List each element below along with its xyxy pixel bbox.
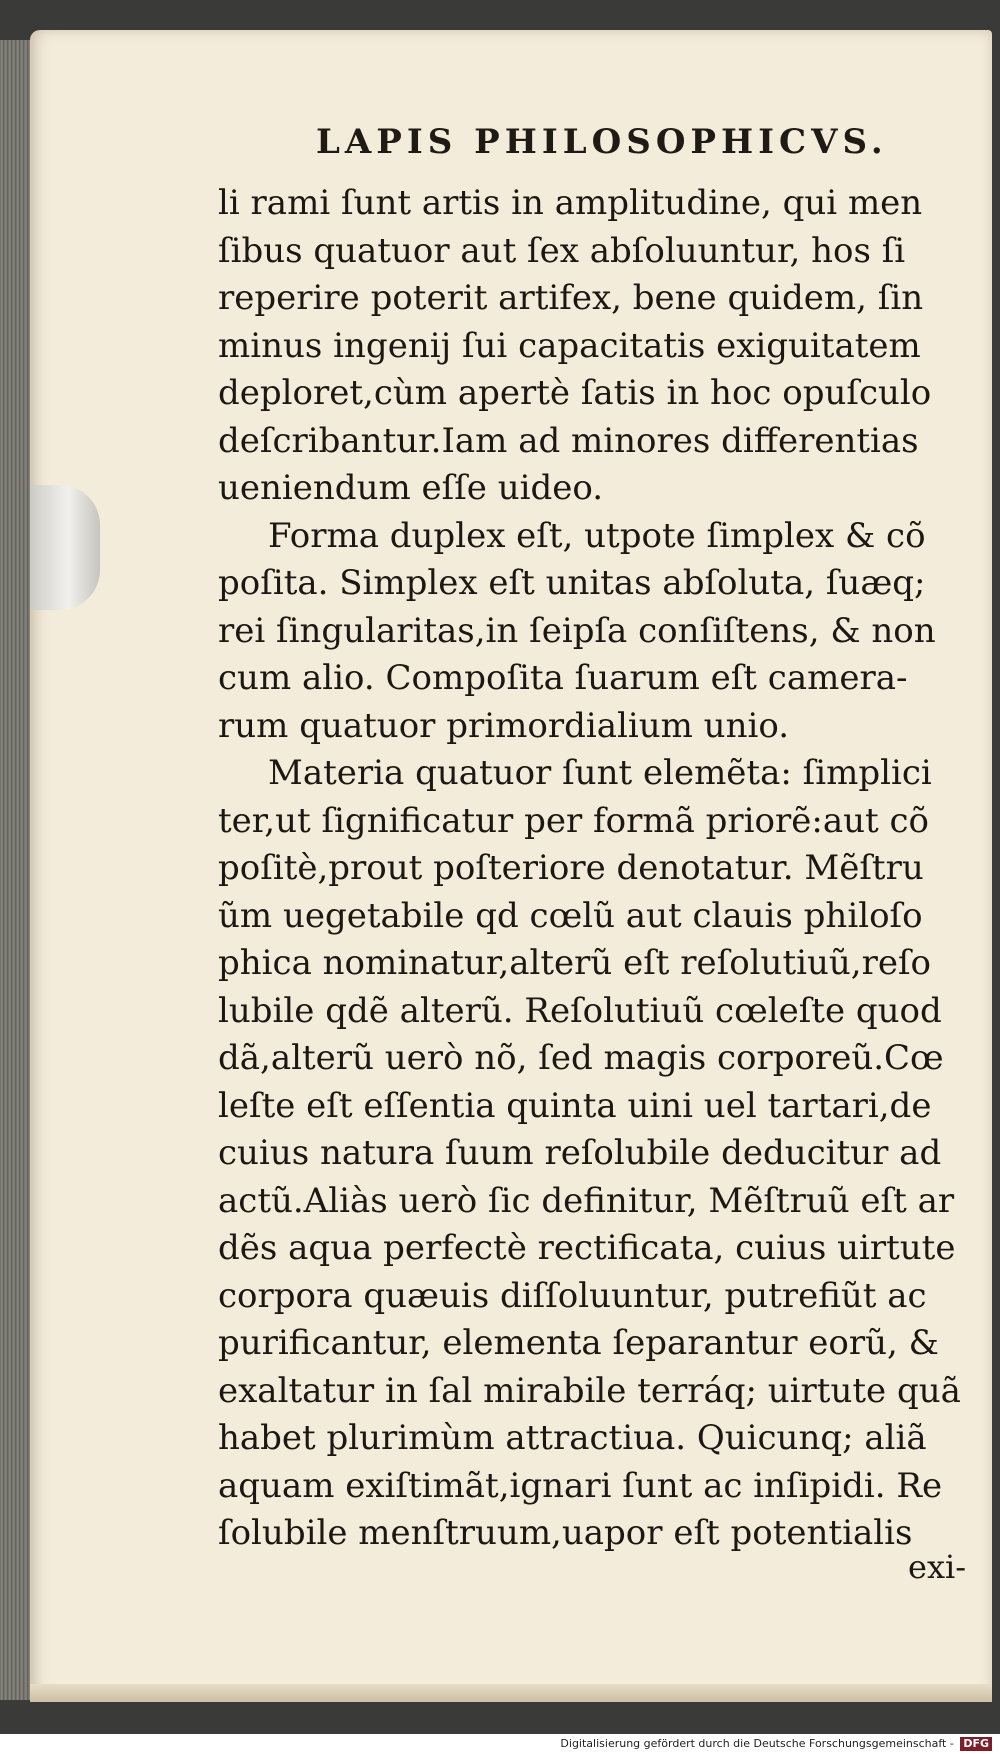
text-line: poſitè,prout poſteriore denotatur. Mẽſtru xyxy=(218,848,924,888)
text-line: dã,alterũ uerò nõ, ſed magis corporeũ.Cœ xyxy=(218,1038,944,1078)
text-line: Materia quatuor ſunt elemẽta: ſimplici xyxy=(268,753,932,793)
text-line: li rami ſunt artis in amplitudine, qui men xyxy=(218,183,923,223)
text-line: cuius natura ſuum reſolubile deducitur ad xyxy=(218,1133,942,1173)
text-block xyxy=(218,180,978,1558)
text-line: cum alio. Compoſita ſuarum eſt camera- xyxy=(218,658,908,698)
text-line: leſte eſt eſſentia quinta uini uel tartari,de xyxy=(218,1085,932,1126)
text-line: ueniendum eſſe uideo. xyxy=(218,468,604,508)
text-line: reperire poterit artifex, bene quidem, ſin xyxy=(218,278,924,318)
digitization-footer xyxy=(0,1734,1000,1754)
text-line: Forma duplex eſt, utpote ſimplex & cõ xyxy=(268,515,926,556)
footer-text: Digitalisierung gefördert durch die Deutsche Forschungsgemeinschaft - xyxy=(560,1737,954,1750)
text-line: ſibus quatuor aut ſex abſoluuntur, hos ſi xyxy=(218,230,906,271)
text-line: ter,ut ſignificatur per formã priorẽ:aut cõ xyxy=(218,800,929,841)
text-line: rum quatuor primordialium unio. xyxy=(218,705,790,746)
text-line: minus ingenij ſui capacitatis exiguitatem xyxy=(218,325,921,366)
text-line: phica nominatur,alterũ eſt reſolutiuũ,reſo xyxy=(218,943,932,983)
text-line: ũm uegetabile qd cœlũ aut clauis philoſo xyxy=(218,895,923,936)
running-head: LAPIS PHILOSOPHICVS. xyxy=(316,122,888,162)
page-clip xyxy=(30,485,100,610)
text-line: deſcribantur.Iam ad minores differentias xyxy=(218,420,919,461)
text-line: dẽs aqua perfectè rectificata, cuius uirtute xyxy=(218,1228,956,1268)
text-line: poſita. Simplex eſt unitas abſoluta, ſuæq; xyxy=(218,563,926,603)
text-line: corpora quæuis diſſoluuntur, putrefiũt ac xyxy=(218,1275,927,1316)
text-line: habet plurimùm attractiua. Quicunq; aliã xyxy=(218,1418,927,1458)
text-line: deploret,cùm apertè ſatis in hoc opuſculo xyxy=(218,373,932,413)
text-line: rei ſingularitas,in ſeipſa conſiſtens, & non xyxy=(218,610,936,651)
text-line: ſolubile menſtruum,uapor eſt potentialis xyxy=(218,1513,913,1553)
dfg-logo: DFG xyxy=(960,1737,992,1751)
catchword: exi- xyxy=(908,1548,967,1586)
text-line: lubile qdẽ alterũ. Reſolutiuũ cœleſte quod xyxy=(218,990,942,1031)
text-line: purificantur, elementa ſeparantur eorũ, & xyxy=(218,1323,939,1363)
text-line: actũ.Aliàs uerò ſic definitur, Mẽſtruũ eſt ar xyxy=(218,1180,955,1221)
text-line: aquam exiſtimãt,ignari ſunt ac inſipidi. Re xyxy=(218,1465,943,1506)
text-line: exaltatur in ſal mirabile terráq; uirtute quã xyxy=(218,1370,961,1411)
